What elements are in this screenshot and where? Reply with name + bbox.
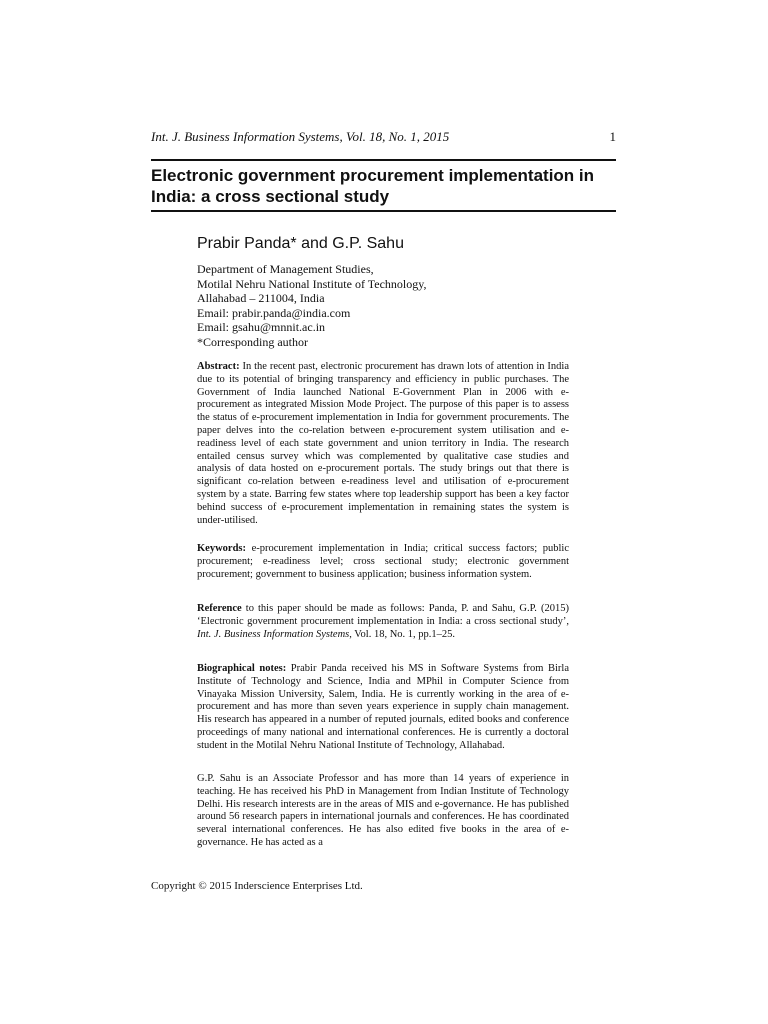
title-bottom-rule [151, 210, 616, 212]
reference-journal: Int. J. Business Information Systems [197, 628, 350, 640]
reference-label: Reference [197, 603, 242, 614]
affiliation-department: Department of Management Studies, [197, 262, 374, 276]
biographical-notes-label: Biographical notes: [197, 663, 287, 674]
reference-paragraph [197, 603, 569, 641]
abstract-label: Abstract: [197, 361, 240, 372]
affiliation-block [197, 262, 617, 350]
affiliation-email-2: Email: gsahu@mnnit.ac.in [197, 320, 326, 335]
page-number: 1 [609, 129, 616, 144]
running-head: Int. J. Business Information Systems, Vol. 18, No. 1, 2015 [151, 129, 450, 144]
copyright-notice: Copyright © 2015 Inderscience Enterprises Ltd. [151, 880, 363, 892]
title-top-rule [151, 159, 616, 161]
biographical-notes-paragraph [197, 663, 569, 753]
keywords-label: Keywords: [197, 543, 246, 554]
paper-title: Electronic government procurement implementation in India: a cross sectional study [151, 166, 595, 206]
biography-sahu: G.P. Sahu is an Associate Professor and has more than 14 years of experience in teaching. He has received his PhD in Management from Indian Institute of Technology Delhi. His research interests are in the areas of MIS and e-governance. He has published around 56 research papers in international journals and conferences. He has coordinated several international conferences. He has also edited five books in the area of e-governance. He has acted as a [197, 773, 569, 848]
keywords-text: e-procurement implementation in India; critical success factors; public procurement; e-readiness level; cross sectional study; electronic government procurement; government to business application; business information system. [197, 543, 569, 580]
affiliation-email-1: Email: prabir.panda@india.com [197, 305, 351, 320]
abstract-paragraph [197, 361, 569, 527]
affiliation-institute: Motilal Nehru National Institute of Technology, [197, 276, 427, 291]
biography-panda: Prabir Panda received his MS in Software Systems from Birla Institute of Technology and Science, India and MPhil in Computer Science from Vinayaka Mission University, Salem, India. He is currently working in the area of e-procurement and has more than seven years experience in supply chain management. His research has appeared in a number of reputed journals, edited books and conference proceedings of many national and international conferences. He is currently a doctoral student in the Motilal Nehru National Institute of Technology, Allahabad. [197, 663, 569, 751]
reference-text: to this paper should be made as follows: Panda, P. and Sahu, G.P. (2015) ‘Electronic government procurement implementation in India: a cross sectional study’, [197, 603, 569, 627]
keywords-paragraph [197, 543, 569, 581]
affiliation-corresponding-note: *Corresponding author [197, 334, 308, 349]
reference-volume: , Vol. 18, No. 1, pp.1–25. [349, 628, 456, 640]
abstract-text: In the recent past, electronic procurement has drawn lots of attention in India due to its potential of bringing transparency and efficiency in public purchases. The Government of India launched National E-Government Plan in 2006 with e-procurement as integrated Mission Mode Project. The purpose of this paper is to assess the status of e-procurement implementation in India for government procurements. The paper delves into the co-relation between e-procurement system utilisation and e-readiness level of each state government and union territory in India. The research entailed census survey which was complemented by qualitative case studies and analysis of data hosted on e-procurement portals. The study brings out that there is significant co-relation between e-readiness level and utilisation of e-procurement system by a state. Barring few states where top leadership support has been a key factor behind success of e-procurement implementation in remaining states the system is under-utilised. [197, 361, 569, 526]
affiliation-address: Allahabad – 211004, India [197, 291, 325, 306]
author-list: Prabir Panda* and G.P. Sahu [197, 235, 404, 252]
